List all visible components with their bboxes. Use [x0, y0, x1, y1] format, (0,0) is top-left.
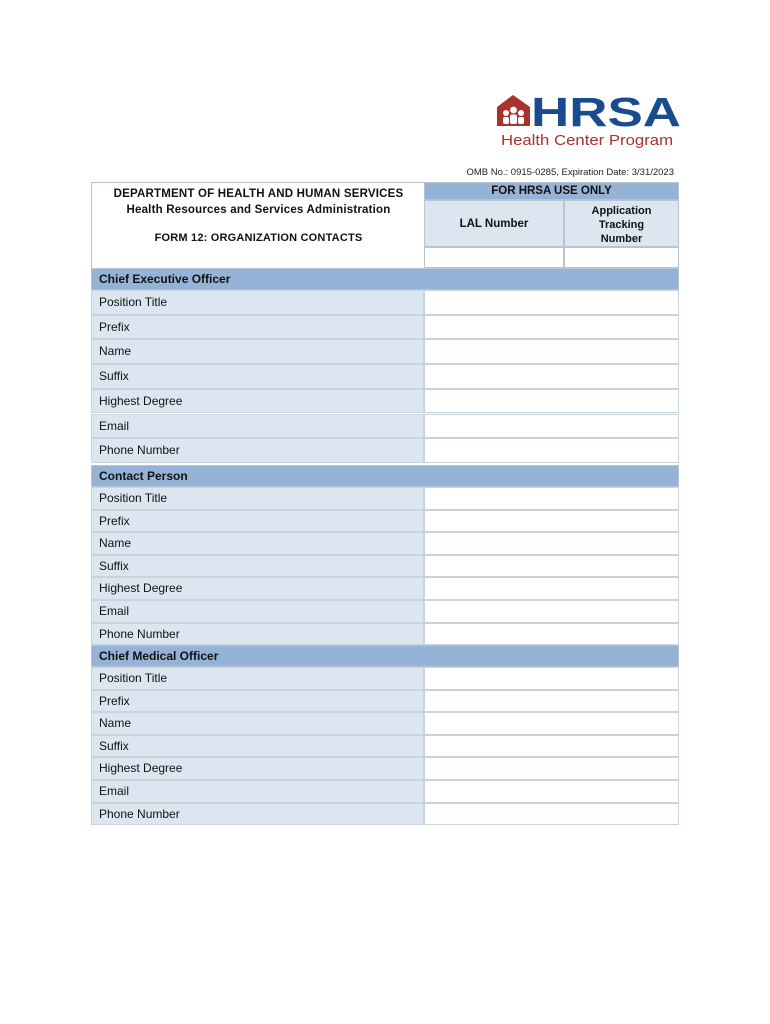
app-tracking-line-3: Number — [600, 233, 643, 245]
lal-number-field[interactable] — [424, 247, 564, 268]
field-input[interactable] — [424, 623, 679, 646]
field-label: Email — [91, 600, 424, 623]
field-label: Prefix — [91, 690, 424, 713]
department-title: DEPARTMENT OF HEALTH AND HUMAN SERVICES — [113, 188, 404, 200]
field-input[interactable] — [424, 712, 679, 735]
field-input[interactable] — [424, 290, 679, 315]
field-label: Name — [91, 712, 424, 735]
field-input[interactable] — [424, 757, 679, 780]
field-input[interactable] — [424, 735, 679, 758]
field-label: Email — [91, 780, 424, 803]
hrsa-use-only-header: FOR HRSA USE ONLY — [424, 182, 679, 200]
field-label: Name — [91, 532, 424, 555]
field-input[interactable] — [424, 414, 679, 439]
field-label: Email — [91, 414, 424, 439]
field-label: Highest Degree — [91, 577, 424, 600]
field-input[interactable] — [424, 438, 679, 463]
field-input[interactable] — [424, 667, 679, 690]
hrsa-logo — [497, 92, 683, 150]
application-tracking-number-label — [564, 200, 679, 247]
field-input[interactable] — [424, 389, 679, 414]
field-input[interactable] — [424, 315, 679, 340]
section-header: Contact Person — [91, 465, 679, 487]
field-label: Phone Number — [91, 438, 424, 463]
field-input[interactable] — [424, 780, 679, 803]
app-tracking-line-2: Tracking — [598, 219, 645, 231]
field-input[interactable] — [424, 600, 679, 623]
field-label: Position Title — [91, 667, 424, 690]
form-header — [91, 182, 424, 268]
field-input[interactable] — [424, 690, 679, 713]
field-label: Phone Number — [91, 623, 424, 646]
field-label: Position Title — [91, 487, 424, 510]
field-label: Suffix — [91, 735, 424, 758]
field-label: Phone Number — [91, 803, 424, 826]
field-input[interactable] — [424, 510, 679, 533]
application-tracking-number-field[interactable] — [564, 247, 679, 268]
agency-title: Health Resources and Services Administration — [126, 204, 391, 216]
field-label: Suffix — [91, 364, 424, 389]
field-label: Position Title — [91, 290, 424, 315]
field-label: Suffix — [91, 555, 424, 578]
field-input[interactable] — [424, 339, 679, 364]
field-input[interactable] — [424, 577, 679, 600]
field-label: Name — [91, 339, 424, 364]
field-input[interactable] — [424, 364, 679, 389]
hrsa-wordmark: HRSA — [531, 92, 681, 135]
field-label: Highest Degree — [91, 757, 424, 780]
section-header: Chief Executive Officer — [91, 268, 679, 290]
section-header: Chief Medical Officer — [91, 645, 679, 667]
app-tracking-line-1: Application — [591, 205, 652, 217]
omb-notice: OMB No.: 0915-0285, Expiration Date: 3/31/2023 — [466, 167, 674, 178]
field-input[interactable] — [424, 555, 679, 578]
field-label: Highest Degree — [91, 389, 424, 414]
field-input[interactable] — [424, 803, 679, 826]
health-center-house-icon — [497, 95, 530, 126]
field-label: Prefix — [91, 510, 424, 533]
field-label: Prefix — [91, 315, 424, 340]
field-input[interactable] — [424, 487, 679, 510]
lal-number-label: LAL Number — [424, 200, 564, 247]
form-title: FORM 12: ORGANIZATION CONTACTS — [154, 232, 363, 244]
field-input[interactable] — [424, 532, 679, 555]
logo-tagline: Health Center Program — [501, 132, 673, 149]
